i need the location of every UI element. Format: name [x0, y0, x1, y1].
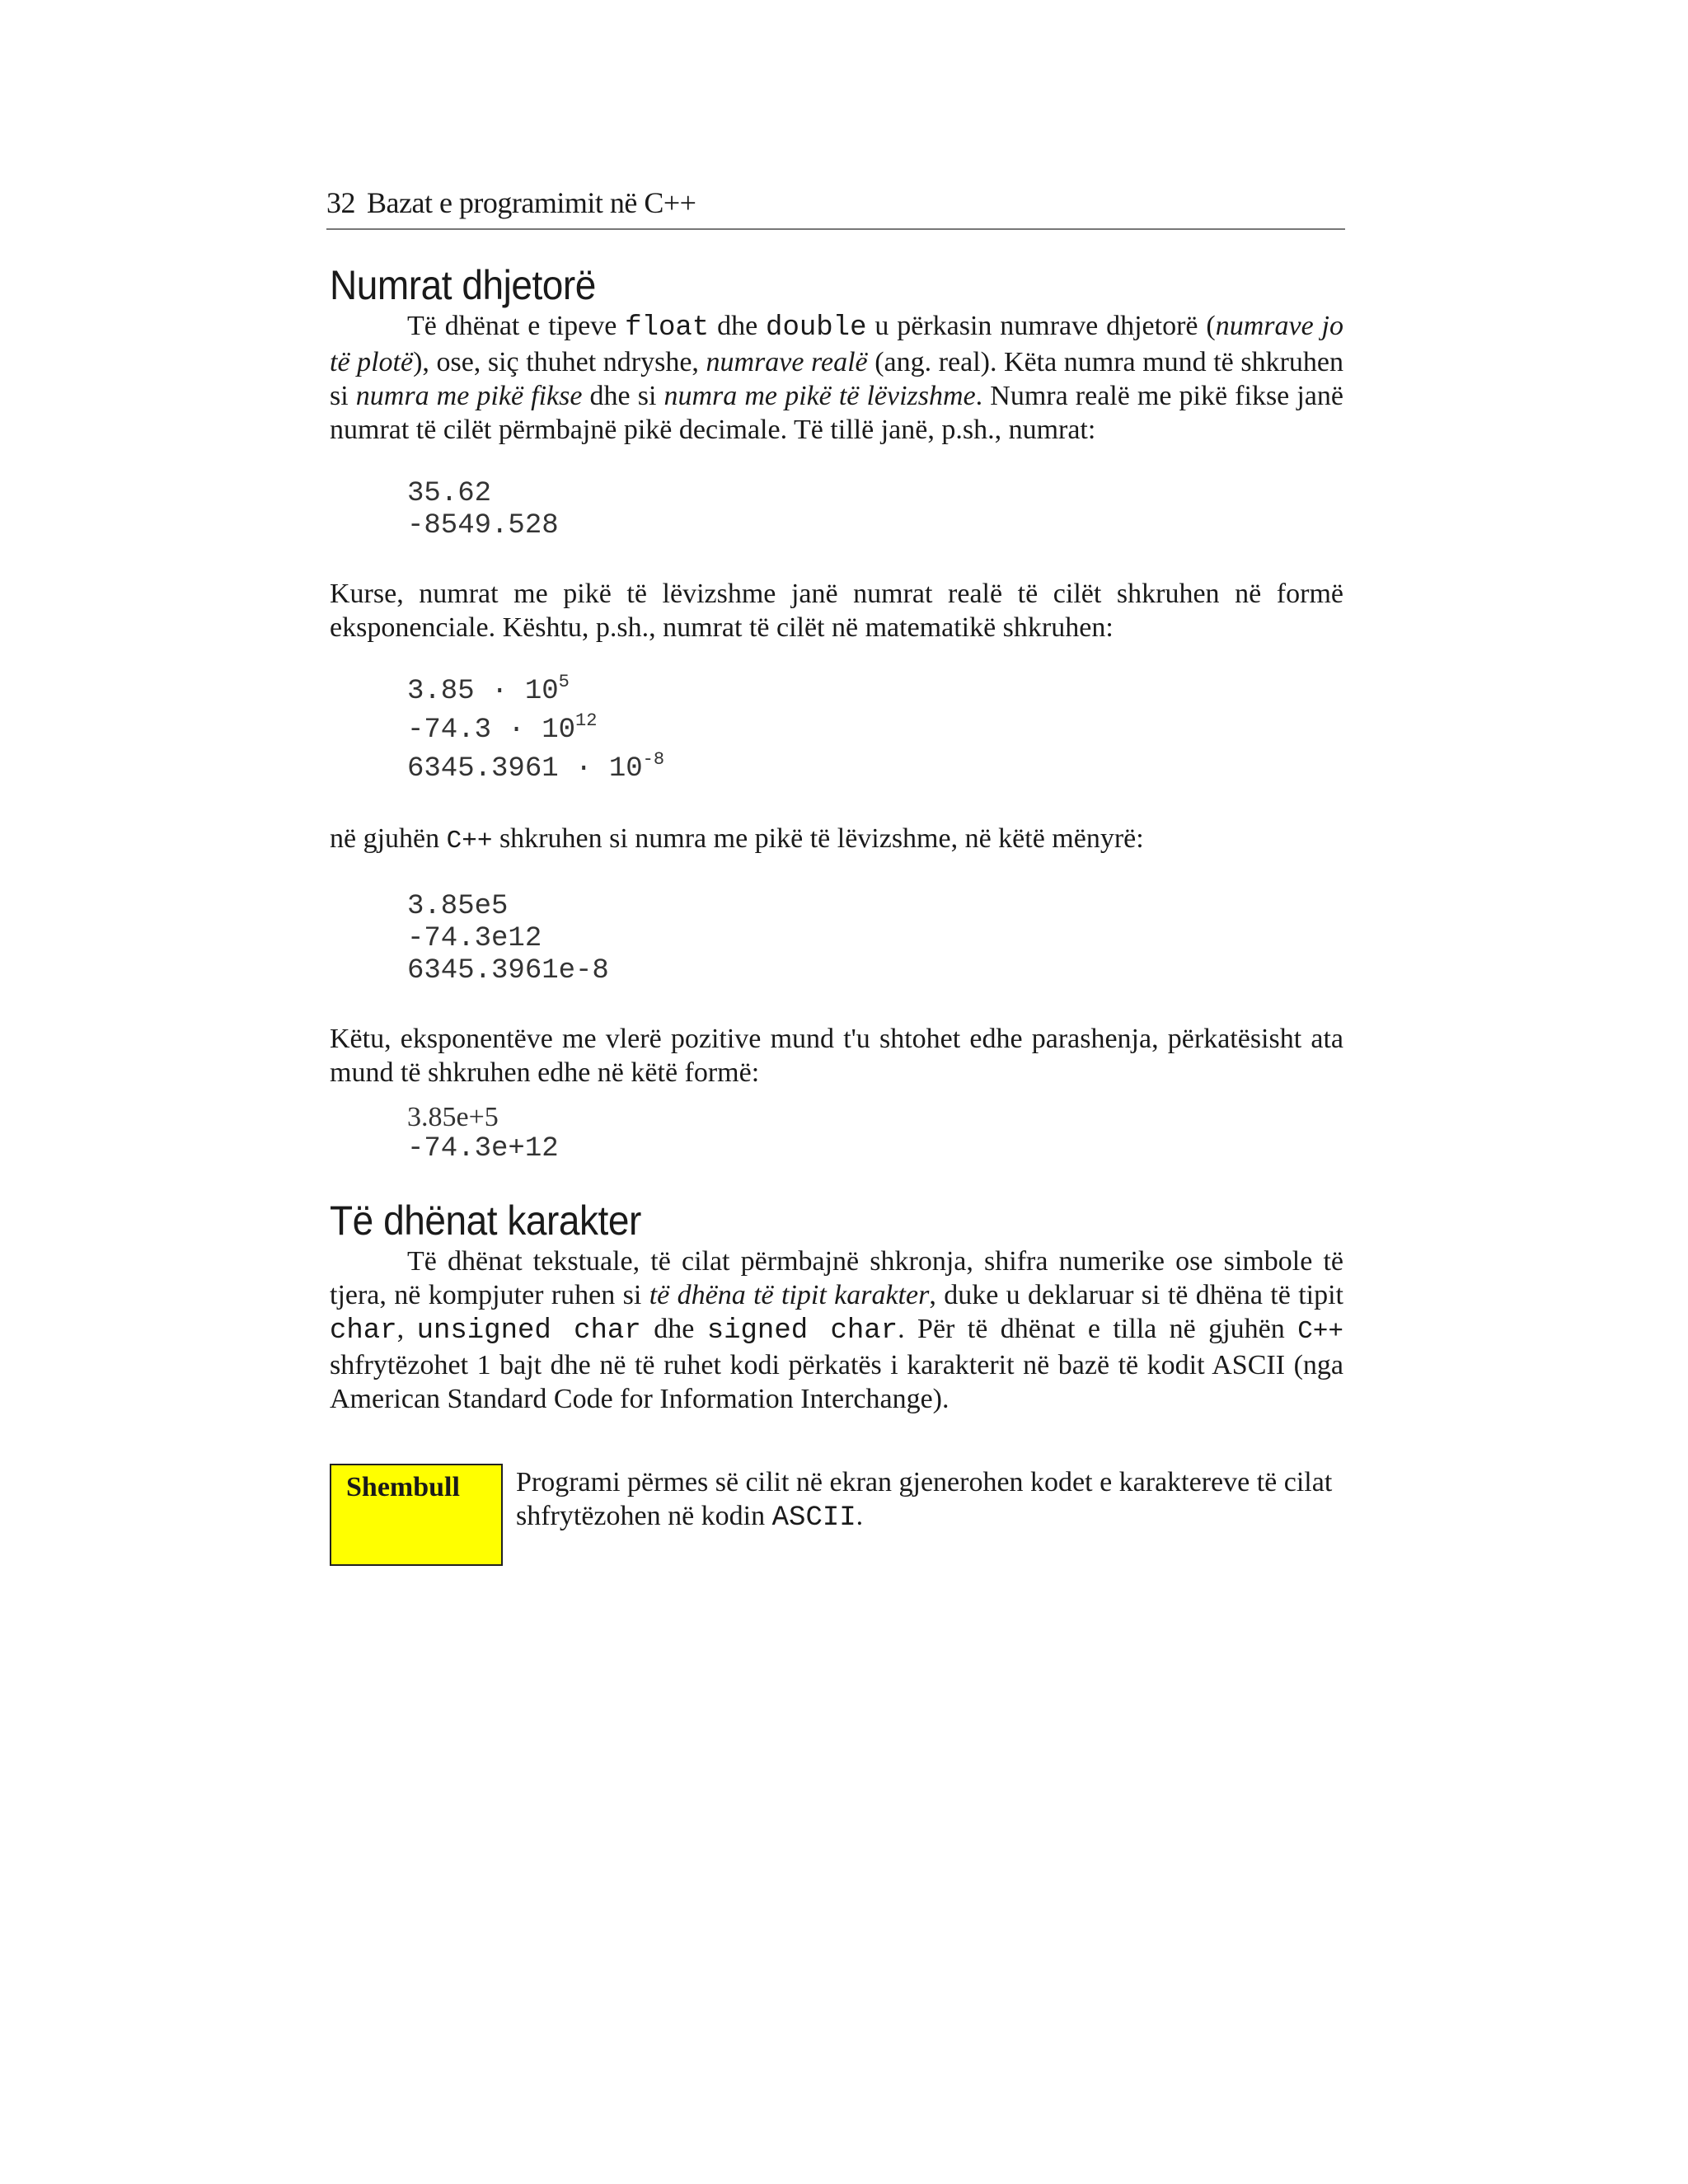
page [326, 185, 1343, 1566]
code-line: -8549.528 [407, 510, 559, 541]
code-line: 3.85e+5 [407, 1102, 499, 1132]
heading-te-dhenat-karakter: Të dhënat karakter [330, 1197, 641, 1244]
example-description: Programi përmes së cilit në ekran gjenerohen kodet e karaktereve të cilat shfrytëzohen në kodin ASCII. [516, 1467, 1333, 1534]
code-line: -74.3e12 [407, 923, 542, 954]
page-number: 32 [326, 186, 355, 219]
paragraph-cpp-notation: në gjuhën C++ shkruhen si numra me pikë të lëvizshme, në këtë mënyrë: [330, 823, 1144, 855]
math-notation-examples [407, 673, 1343, 789]
cpp-float-examples [407, 891, 1343, 987]
paragraph-floating-point: Kurse, numrat me pikë të lëvizshme janë numrat realë të cilët shkruhen në formë eksponenciale. Kështu, p.sh., numrat të cilët në matematikë shkruhen: [330, 579, 1343, 643]
math-line: $3.85 \cdot 10^5$ [407, 672, 570, 707]
math-line: $-74.3 \cdot 10^{12}$ [407, 710, 598, 746]
code-line: 3.85e5 [407, 891, 509, 922]
paragraph-decimal-intro: Të dhënat e tipeve float dhe double u përkasin numrave dhjetorë (numrave jo të plotë), ose, siç thuhet ndryshe, numrave realë (ang. real). Këta numra mund të shkruhen si numra me pikë fikse dhe si numra me pikë të lëvizshme. Numra realë me pikë fikse janë numrat të cilët përmbajnë pikë decimale. Të tillë janë, p.sh., numrat: [330, 311, 1343, 445]
signed-exponent-examples [407, 1101, 1343, 1165]
running-header [326, 185, 1345, 230]
fixed-point-examples [407, 478, 1343, 542]
code-line: 6345.3961e-8 [407, 955, 609, 987]
heading-numrat-dhjetore: Numrat dhjetorë [330, 262, 596, 308]
code-line: -74.3e+12 [407, 1133, 559, 1165]
paragraph-signed-exponent: Këtu, eksponentëve me vlerë pozitive mund t'u shtohet edhe parashenja, përkatësisht ata mund të shkruhen edhe në këtë formë: [330, 1024, 1343, 1088]
example-block [330, 1464, 1343, 1566]
code-line: 35.62 [407, 478, 492, 509]
paragraph-char-data: Të dhënat tekstuale, të cilat përmbajnë shkronja, shifra numerike ose simbole të tjera, në kompjuter ruhen si të dhëna të tipit karakter, duke u deklaruar si të dhëna të tipit char, unsigned char dhe signed char. Për të dhënat e tilla në gjuhën C++ shfrytëzohet 1 bajt dhe në të ruhet kodi përkatës i karakterit në bazë të kodit ASCII (nga American Standard Code for Information Interchange). [330, 1246, 1343, 1414]
math-line: $6345.3961 \cdot 10^{-8}$ [407, 749, 665, 785]
book-title: Bazat e programimit në C++ [367, 186, 696, 219]
example-label-box: Shembull [330, 1464, 503, 1566]
